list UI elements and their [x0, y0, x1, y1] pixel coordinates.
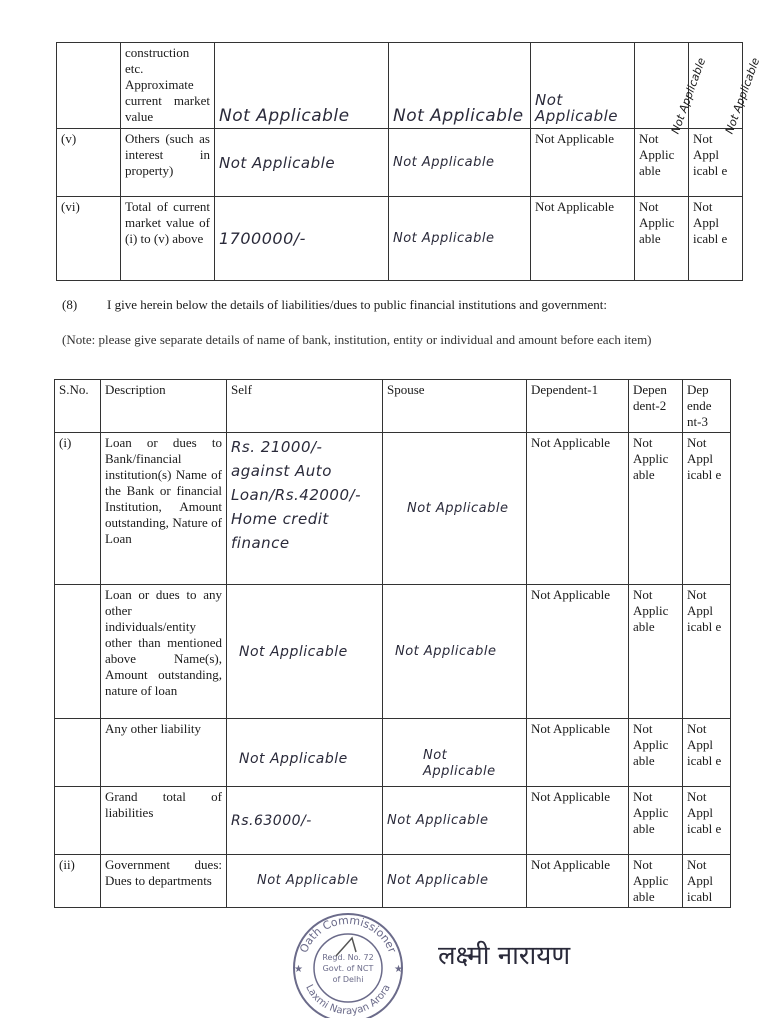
stamp-line-1: Regd. No. 72 — [322, 953, 374, 962]
dependent3-value: Not Appl icabl e — [689, 129, 743, 197]
row-description: construction etc. Approximate current market value — [121, 43, 215, 129]
self-value: Not Applicable — [227, 585, 383, 719]
dependent1-value: Not Applicable — [531, 197, 635, 281]
row-number: (v) — [57, 129, 121, 197]
dependent3-value: Not Appl icabl — [683, 855, 731, 908]
row-number — [57, 43, 121, 129]
table-row — [57, 197, 743, 281]
header-spouse: Spouse — [383, 380, 527, 433]
stamp-top-text: Oath Commissioner — [297, 913, 399, 955]
header-self: Self — [227, 380, 383, 433]
dependent3-value: Not Appl icabl e — [683, 433, 731, 585]
dependent3-value: Not Applicable — [689, 43, 743, 129]
dependent2-value: Not Applic able — [629, 719, 683, 787]
header-dependent2: Depen dent-2 — [629, 380, 683, 433]
table-row — [55, 719, 731, 787]
assets-table — [56, 42, 763, 281]
self-value: Rs. 21000/- against Auto Loan/Rs.42000/- Home credit finance — [227, 433, 383, 585]
stamp-line-2: Govt. of NCT — [322, 964, 374, 973]
liabilities-table — [54, 379, 731, 908]
dependent3-value: Not Appl icabl e — [689, 197, 743, 281]
dependent1-value: Not Applicable — [527, 585, 629, 719]
header-dependent3: Dep ende nt-3 — [683, 380, 731, 433]
row-description: Loan or dues to any other individuals/entity other than mentioned above Name(s), Amount outstanding, nature of loan — [101, 585, 227, 719]
stamp-star-left: ★ — [294, 964, 303, 975]
row-number: (i) — [55, 433, 101, 585]
row-description: Grand total of liabilities — [101, 787, 227, 855]
row-number — [55, 719, 101, 787]
row-description: Government dues: Dues to departments — [101, 855, 227, 908]
stamp-bottom-text: Laxmi Narayan Arora — [303, 982, 393, 1018]
dependent1-value: Not Applicable — [527, 855, 629, 908]
header-sno: S.No. — [55, 380, 101, 433]
row-number: (ii) — [55, 855, 101, 908]
oath-commissioner-stamp — [284, 910, 412, 1018]
spouse-value: Not Applicable — [383, 855, 527, 908]
self-value: Not Applicable — [227, 719, 383, 787]
spouse-value: Not Applicable — [389, 197, 531, 281]
signature — [432, 926, 582, 982]
self-value: 1700000/- — [215, 197, 389, 281]
dependent1-value: Not Applicable — [527, 787, 629, 855]
svg-text:लक्ष्मी नारायण: लक्ष्मी नारायण — [438, 941, 571, 971]
row-description: Total of current market value of (i) to (v) above — [121, 197, 215, 281]
row-description: Others (such as interest in property) — [121, 129, 215, 197]
row-description: Any other liability — [101, 719, 227, 787]
dependent2-value: Not Applic able — [635, 129, 689, 197]
dependent3-value: Not Appl icabl e — [683, 585, 731, 719]
table-row — [55, 787, 731, 855]
dependent2-value: Not Applic able — [629, 855, 683, 908]
table-row — [57, 129, 743, 197]
note-text: (Note: please give separate details of name of bank, institution, entity or individual and amount before each item) — [62, 332, 652, 347]
dependent2-value: Not Applicable — [635, 43, 689, 129]
self-value: Rs.63000/- — [227, 787, 383, 855]
dependent2-value: Not Applic able — [629, 585, 683, 719]
section-text: I give herein below the details of liabilities/dues to public financial institutions and government: — [107, 297, 608, 312]
dependent3-value: Not Appl icabl e — [683, 787, 731, 855]
section-number: (8) — [62, 297, 78, 312]
dependent1-value: Not Applicable — [531, 43, 635, 129]
table-row — [55, 855, 731, 908]
row-number — [55, 585, 101, 719]
row-number — [55, 787, 101, 855]
table-row — [55, 585, 731, 719]
dependent2-value: Not Applic able — [629, 787, 683, 855]
dependent1-value: Not Applicable — [527, 719, 629, 787]
row-number: (vi) — [57, 197, 121, 281]
dependent3-value: Not Appl icabl e — [683, 719, 731, 787]
dependent2-value: Not Applic able — [635, 197, 689, 281]
self-value: Not Applicable — [215, 129, 389, 197]
dependent1-value: Not Applicable — [531, 129, 635, 197]
spouse-value: Not Applicable — [389, 43, 531, 129]
self-value: Not Applicable — [215, 43, 389, 129]
stamp-star-right: ★ — [394, 964, 403, 975]
spouse-value: Not Applicable — [383, 433, 527, 585]
spouse-value: Not Applicable — [383, 585, 527, 719]
header-description: Description — [101, 380, 227, 433]
row-description: Loan or dues to Bank/financial institution(s) Name of the Bank or financial Institution, Amount outstanding, Nature of Loan — [101, 433, 227, 585]
self-value: Not Applicable — [227, 855, 383, 908]
table-header-row — [55, 380, 731, 433]
stamp-line-3: of Delhi — [332, 975, 364, 984]
header-dependent1: Dependent-1 — [527, 380, 629, 433]
spouse-value: Not Applicable — [383, 719, 527, 787]
dependent1-value: Not Applicable — [527, 433, 629, 585]
spouse-value: Not Applicable — [389, 129, 531, 197]
table-row — [57, 43, 743, 129]
spouse-value: Not Applicable — [383, 787, 527, 855]
dependent2-value: Not Applic able — [629, 433, 683, 585]
table-row — [55, 433, 731, 585]
